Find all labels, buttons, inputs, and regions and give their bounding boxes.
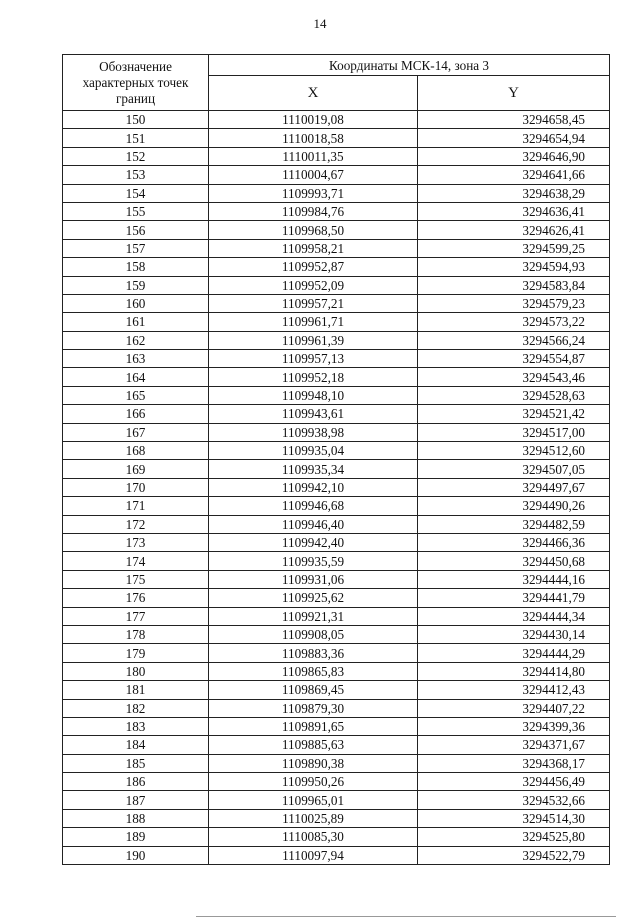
y-cell: 3294543,46	[418, 368, 610, 386]
y-cell: 3294444,29	[418, 644, 610, 662]
point-cell: 154	[63, 184, 209, 202]
x-cell: 1109946,40	[209, 515, 418, 533]
y-cell: 3294638,29	[418, 184, 610, 202]
table-row	[63, 129, 610, 147]
y-cell: 3294654,94	[418, 129, 610, 147]
table-row	[63, 331, 610, 349]
point-cell: 174	[63, 552, 209, 570]
y-cell: 3294412,43	[418, 681, 610, 699]
x-cell: 1110097,94	[209, 846, 418, 864]
table-row	[63, 662, 610, 680]
table-row	[63, 846, 610, 864]
y-cell: 3294456,49	[418, 773, 610, 791]
point-cell: 172	[63, 515, 209, 533]
point-cell: 164	[63, 368, 209, 386]
y-cell: 3294430,14	[418, 625, 610, 643]
point-cell: 176	[63, 589, 209, 607]
table-row	[63, 644, 610, 662]
table-row	[63, 350, 610, 368]
point-cell: 160	[63, 294, 209, 312]
point-cell: 161	[63, 313, 209, 331]
y-cell: 3294521,42	[418, 405, 610, 423]
point-cell: 186	[63, 773, 209, 791]
x-cell: 1109908,05	[209, 625, 418, 643]
x-cell: 1109879,30	[209, 699, 418, 717]
header-y: Y	[418, 76, 610, 111]
y-cell: 3294626,41	[418, 221, 610, 239]
table-row	[63, 294, 610, 312]
table-row	[63, 497, 610, 515]
x-cell: 1110019,08	[209, 111, 418, 129]
y-cell: 3294566,24	[418, 331, 610, 349]
table-row	[63, 239, 610, 257]
x-cell: 1110004,67	[209, 166, 418, 184]
y-cell: 3294554,87	[418, 350, 610, 368]
table-row	[63, 717, 610, 735]
x-cell: 1109931,06	[209, 570, 418, 588]
x-cell: 1109946,68	[209, 497, 418, 515]
table-row	[63, 111, 610, 129]
y-cell: 3294444,34	[418, 607, 610, 625]
x-cell: 1109891,65	[209, 717, 418, 735]
table-row	[63, 368, 610, 386]
point-cell: 189	[63, 828, 209, 846]
x-cell: 1109942,40	[209, 533, 418, 551]
point-cell: 153	[63, 166, 209, 184]
y-cell: 3294441,79	[418, 589, 610, 607]
page-number: 14	[313, 16, 327, 31]
table-row	[63, 809, 610, 827]
y-cell: 3294514,30	[418, 809, 610, 827]
point-cell: 151	[63, 129, 209, 147]
x-cell: 1109948,10	[209, 386, 418, 404]
coordinates-table	[62, 54, 610, 865]
table-row	[63, 681, 610, 699]
point-cell: 175	[63, 570, 209, 588]
point-cell: 178	[63, 625, 209, 643]
y-cell: 3294368,17	[418, 754, 610, 772]
x-cell: 1109938,98	[209, 423, 418, 441]
x-cell: 1109961,39	[209, 331, 418, 349]
y-cell: 3294599,25	[418, 239, 610, 257]
y-cell: 3294482,59	[418, 515, 610, 533]
table-row	[63, 386, 610, 404]
x-cell: 1109952,18	[209, 368, 418, 386]
x-cell: 1109957,13	[209, 350, 418, 368]
y-cell: 3294594,93	[418, 258, 610, 276]
point-cell: 165	[63, 386, 209, 404]
x-cell: 1109950,26	[209, 773, 418, 791]
y-cell: 3294450,68	[418, 552, 610, 570]
x-cell: 1109885,63	[209, 736, 418, 754]
x-cell: 1109869,45	[209, 681, 418, 699]
y-cell: 3294641,66	[418, 166, 610, 184]
table-row	[63, 166, 610, 184]
y-cell: 3294517,00	[418, 423, 610, 441]
point-cell: 155	[63, 202, 209, 220]
y-cell: 3294497,67	[418, 478, 610, 496]
point-cell: 182	[63, 699, 209, 717]
header-coordinate-system: Координаты МСК-14, зона 3	[209, 55, 610, 76]
table-row	[63, 423, 610, 441]
y-cell: 3294507,05	[418, 460, 610, 478]
x-cell: 1109968,50	[209, 221, 418, 239]
point-cell: 188	[63, 809, 209, 827]
y-cell: 3294525,80	[418, 828, 610, 846]
point-cell: 162	[63, 331, 209, 349]
y-cell: 3294490,26	[418, 497, 610, 515]
table-row	[63, 147, 610, 165]
x-cell: 1110025,89	[209, 809, 418, 827]
table-row	[63, 184, 610, 202]
table-row	[63, 405, 610, 423]
point-cell: 152	[63, 147, 209, 165]
y-cell: 3294636,41	[418, 202, 610, 220]
table-row	[63, 460, 610, 478]
x-cell: 1109865,83	[209, 662, 418, 680]
x-cell: 1109890,38	[209, 754, 418, 772]
point-cell: 184	[63, 736, 209, 754]
point-cell: 183	[63, 717, 209, 735]
table-row	[63, 773, 610, 791]
table-row	[63, 625, 610, 643]
point-cell: 159	[63, 276, 209, 294]
table-row	[63, 515, 610, 533]
y-cell: 3294466,36	[418, 533, 610, 551]
table-row	[63, 699, 610, 717]
table-row	[63, 313, 610, 331]
point-cell: 168	[63, 442, 209, 460]
point-cell: 166	[63, 405, 209, 423]
y-cell: 3294522,79	[418, 846, 610, 864]
table-row	[63, 607, 610, 625]
y-cell: 3294414,80	[418, 662, 610, 680]
table-row	[63, 202, 610, 220]
point-cell: 170	[63, 478, 209, 496]
x-cell: 1109935,04	[209, 442, 418, 460]
x-cell: 1109952,87	[209, 258, 418, 276]
x-cell: 1109993,71	[209, 184, 418, 202]
table-row	[63, 570, 610, 588]
header-row-top	[63, 55, 610, 76]
x-cell: 1110085,30	[209, 828, 418, 846]
table-row	[63, 533, 610, 551]
x-cell: 1110018,58	[209, 129, 418, 147]
point-cell: 157	[63, 239, 209, 257]
x-cell: 1109984,76	[209, 202, 418, 220]
y-cell: 3294532,66	[418, 791, 610, 809]
header-point-designation: Обозначение характерных точек границ	[63, 55, 209, 111]
table-body	[63, 111, 610, 865]
point-cell: 158	[63, 258, 209, 276]
table-row	[63, 754, 610, 772]
table-row	[63, 552, 610, 570]
table-row	[63, 221, 610, 239]
point-cell: 163	[63, 350, 209, 368]
table-header	[63, 55, 610, 111]
x-cell: 1109942,10	[209, 478, 418, 496]
y-cell: 3294528,63	[418, 386, 610, 404]
point-cell: 187	[63, 791, 209, 809]
y-cell: 3294658,45	[418, 111, 610, 129]
table-row	[63, 828, 610, 846]
y-cell: 3294407,22	[418, 699, 610, 717]
x-cell: 1109961,71	[209, 313, 418, 331]
point-cell: 173	[63, 533, 209, 551]
table-row	[63, 736, 610, 754]
y-cell: 3294512,60	[418, 442, 610, 460]
x-cell: 1110011,35	[209, 147, 418, 165]
x-cell: 1109935,34	[209, 460, 418, 478]
point-cell: 180	[63, 662, 209, 680]
point-cell: 167	[63, 423, 209, 441]
table-row	[63, 442, 610, 460]
x-cell: 1109921,31	[209, 607, 418, 625]
table-row	[63, 478, 610, 496]
y-cell: 3294646,90	[418, 147, 610, 165]
x-cell: 1109925,62	[209, 589, 418, 607]
table-row	[63, 258, 610, 276]
x-cell: 1109883,36	[209, 644, 418, 662]
y-cell: 3294371,67	[418, 736, 610, 754]
table-row	[63, 589, 610, 607]
x-cell: 1109952,09	[209, 276, 418, 294]
point-cell: 156	[63, 221, 209, 239]
point-cell: 185	[63, 754, 209, 772]
x-cell: 1109957,21	[209, 294, 418, 312]
y-cell: 3294444,16	[418, 570, 610, 588]
y-cell: 3294399,36	[418, 717, 610, 735]
point-cell: 171	[63, 497, 209, 515]
point-cell: 179	[63, 644, 209, 662]
y-cell: 3294579,23	[418, 294, 610, 312]
point-cell: 150	[63, 111, 209, 129]
point-cell: 177	[63, 607, 209, 625]
scan-edge-line	[196, 916, 616, 917]
x-cell: 1109935,59	[209, 552, 418, 570]
x-cell: 1109965,01	[209, 791, 418, 809]
point-cell: 169	[63, 460, 209, 478]
header-x: X	[209, 76, 418, 111]
table-row	[63, 276, 610, 294]
y-cell: 3294583,84	[418, 276, 610, 294]
point-cell: 190	[63, 846, 209, 864]
table-row	[63, 791, 610, 809]
x-cell: 1109958,21	[209, 239, 418, 257]
x-cell: 1109943,61	[209, 405, 418, 423]
y-cell: 3294573,22	[418, 313, 610, 331]
point-cell: 181	[63, 681, 209, 699]
